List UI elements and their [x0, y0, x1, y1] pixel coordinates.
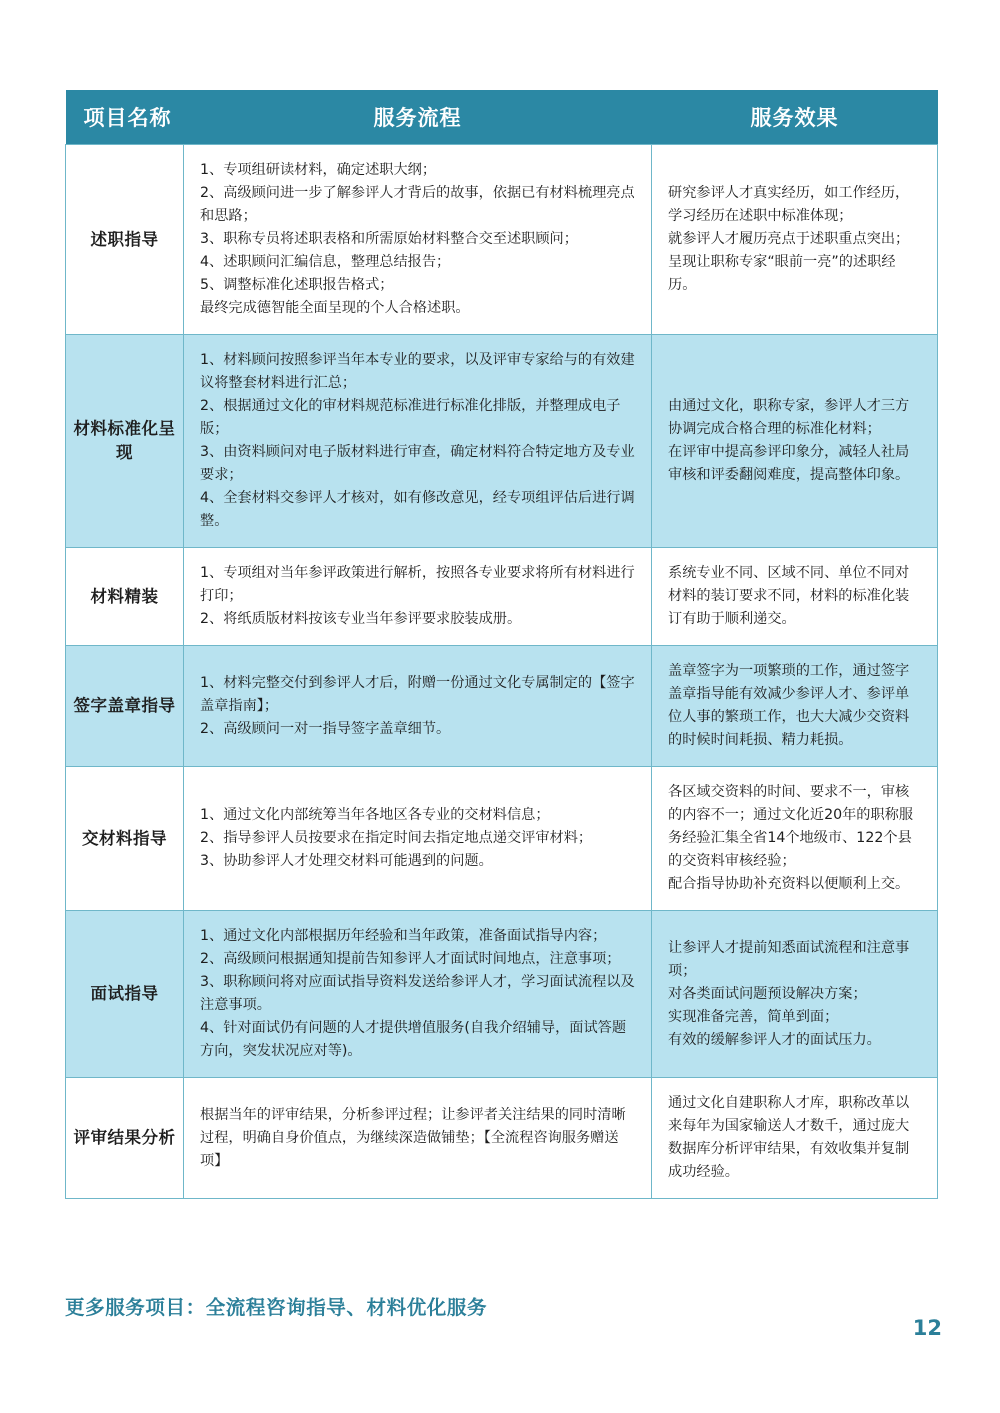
service-effect-cell: [652, 767, 938, 911]
effect-line: 各区域交资料的时间、要求不一，审核的内容不一；通过文化近20年的职称服务经验汇集全省14个地级市、122个县的交资料审核经验；: [668, 784, 914, 869]
service-name-cell: 面试指导: [66, 911, 184, 1078]
table-row: [66, 767, 938, 911]
process-line: 1、材料顾问按照参评当年本专业的要求，以及评审专家给与的有效建议将整套材料进行汇总；: [200, 352, 635, 391]
effect-line: 实现准备完善，简单到面；: [668, 1008, 839, 1025]
effect-line: 配合指导协助补充资料以便顺利上交。: [668, 876, 910, 892]
table-row: [66, 145, 938, 335]
service-effect-cell: [652, 911, 938, 1078]
service-process-cell: [184, 548, 652, 646]
process-line: 最终完成德智能全面呈现的个人合格述职。: [200, 300, 470, 316]
effect-line: 有效的缓解参评人才的面试压力。: [668, 1031, 881, 1048]
process-line: 4、针对面试仍有问题的人才提供增值服务(自我介绍辅导，面试答题方向，突发状况应对等)。: [200, 1020, 627, 1059]
service-name-cell: 述职指导: [66, 145, 184, 335]
service-process-cell: [184, 767, 652, 911]
column-header-process: 服务流程: [184, 90, 652, 145]
column-header-effect: 服务效果: [652, 90, 938, 145]
process-line: 2、指导参评人员按要求在指定时间去指定地点递交评审材料；: [200, 830, 593, 846]
service-process-cell: [184, 1078, 652, 1199]
table-row: [66, 911, 938, 1078]
effect-line: 对各类面试问题预设解决方案；: [668, 985, 867, 1002]
effect-line: 盖章签字为一项繁琐的工作，通过签字盖章指导能有效减少参评人才、参评单位人事的繁琐工作，也大大减少交资料的时候时间耗损、精力耗损。: [668, 663, 910, 748]
service-process-cell: [184, 646, 652, 767]
effect-line: 系统专业不同、区域不同、单位不同对材料的装订要求不同，材料的标准化装订有助于顺利递交。: [668, 565, 910, 627]
process-line: 1、专项组研读材料，确定述职大纲；: [200, 162, 437, 178]
process-line: 4、全套材料交参评人才核对，如有修改意见，经专项组评估后进行调整。: [200, 490, 635, 529]
service-name-cell: 材料精装: [66, 548, 184, 646]
process-line: 3、职称专员将述职表格和所需原始材料整合交至述职顾问；: [200, 231, 578, 247]
table-row: [66, 335, 938, 548]
process-line: 4、述职顾问汇编信息，整理总结报告；: [200, 254, 451, 270]
service-effect-cell: [652, 1078, 938, 1199]
service-name-cell: 评审结果分析: [66, 1078, 184, 1199]
service-name-cell: 材料标准化呈现: [66, 335, 184, 548]
process-line: 1、通过文化内部统筹当年各地区各专业的交材料信息；: [200, 807, 550, 823]
process-line: 5、调整标准化述职报告格式；: [200, 277, 394, 293]
effect-line: 通过文化自建职称人才库，职称改革以来每年为国家输送人才数千，通过庞大数据库分析评审结果，有效收集并复制成功经验。: [668, 1095, 910, 1180]
more-services-note: 更多服务项目：全流程咨询指导、材料优化服务: [65, 1296, 488, 1319]
effect-line: 呈现让职称专家“眼前一亮”的述职经历。: [668, 254, 896, 293]
service-process-cell: [184, 145, 652, 335]
service-effect-cell: [652, 335, 938, 548]
process-line: 3、由资料顾问对电子版材料进行审查，确定材料符合特定地方及专业要求；: [200, 444, 635, 483]
effect-line: 由通过文化，职称专家，参评人才三方协调完成合格合理的标准化材料；: [668, 398, 910, 437]
process-line: 1、通过文化内部根据历年经验和当年政策，准备面试指导内容；: [200, 928, 607, 944]
table-row: [66, 646, 938, 767]
table-body: [66, 145, 938, 1199]
effect-line: 研究参评人才真实经历，如工作经历，学习经历在述职中标准体现；: [668, 185, 910, 224]
page-number: 12: [912, 1316, 942, 1340]
service-table: [65, 90, 938, 1199]
table-row: [66, 1078, 938, 1199]
process-line: 1、专项组对当年参评政策进行解析，按照各专业要求将所有材料进行打印；: [200, 565, 635, 604]
service-effect-cell: [652, 548, 938, 646]
service-process-cell: [184, 911, 652, 1078]
process-line: 1、材料完整交付到参评人才后，附赠一份通过文化专属制定的【签字盖章指南】；: [200, 674, 635, 714]
process-line: 3、职称顾问将对应面试指导资料发送给参评人才，学习面试流程以及注意事项。: [200, 974, 635, 1013]
table-header-row: [66, 90, 938, 145]
service-name-cell: 签字盖章指导: [66, 646, 184, 767]
process-line: 2、高级顾问一对一指导签字盖章细节。: [200, 720, 451, 737]
table-header: [66, 90, 938, 145]
process-line: 2、高级顾问根据通知提前告知参评人才面试时间地点，注意事项；: [200, 951, 621, 967]
column-header-name: 项目名称: [66, 90, 184, 145]
effect-line: 就参评人才履历亮点于述职重点突出；: [668, 231, 910, 247]
effect-line: 让参评人才提前知悉面试流程和注意事项；: [668, 939, 910, 979]
process-line: 3、协助参评人才处理交材料可能遇到的问题。: [200, 853, 493, 869]
process-line: 2、将纸质版材料按该专业当年参评要求胶装成册。: [200, 611, 522, 627]
service-process-cell: [184, 335, 652, 548]
service-effect-cell: [652, 646, 938, 767]
process-line: 2、根据通过文化的审材料规范标准进行标准化排版，并整理成电子版；: [200, 398, 621, 437]
service-name-cell: 交材料指导: [66, 767, 184, 911]
service-effect-cell: [652, 145, 938, 335]
service-table-container: [65, 90, 937, 1199]
process-line: 2、高级顾问进一步了解参评人才背后的故事，依据已有材料梳理亮点和思路；: [200, 185, 635, 224]
process-line: 根据当年的评审结果，分析参评过程；让参评者关注结果的同时清晰过程，明确自身价值点，为继续深造做铺垫；【全流程咨询服务赠送项】: [200, 1106, 626, 1169]
effect-line: 在评审中提高参评印象分，减轻人社局审核和评委翻阅难度，提高整体印象。: [668, 444, 910, 483]
table-row: [66, 548, 938, 646]
